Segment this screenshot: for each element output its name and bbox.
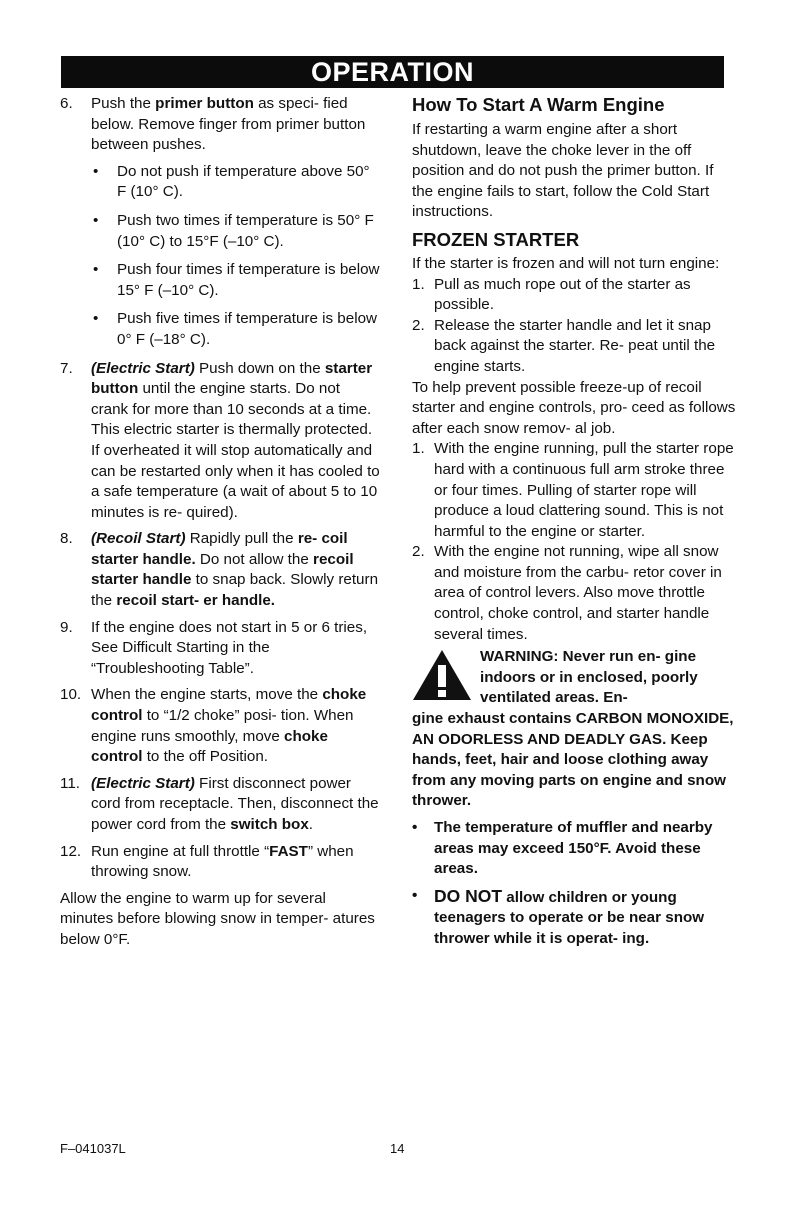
step-8 — [60, 529, 380, 611]
warmup-paragraph: Allow the engine to warm up for several minutes before blowing snow in temper- atures below 0°F. — [60, 889, 375, 948]
step-number: 7. — [60, 359, 73, 377]
right-column — [412, 94, 737, 950]
step-number: 1. — [412, 440, 425, 458]
primer-button-term: primer button — [155, 95, 254, 112]
step-text: to “1/2 choke” posi- tion. When engine runs smoothly, move — [91, 707, 354, 745]
list-item — [412, 316, 737, 378]
step-number: 12. — [60, 842, 82, 860]
step-number: 11. — [60, 774, 80, 792]
electric-start-label: (Electric Start) — [91, 359, 195, 377]
warm-engine-text: If restarting a warm engine after a short shutdown, leave the choke lever in the off position and do not push the primer button. If the engine fails to start, follow the Cold Start instructions. — [412, 121, 714, 221]
step-number: 2. — [412, 543, 425, 561]
step-number: 2. — [412, 316, 425, 334]
document-code: F–041037L — [60, 1141, 126, 1156]
list-item — [412, 542, 737, 645]
step-text: to snap back. Slowly return the — [91, 571, 379, 610]
starter-button-term: starter button — [91, 359, 373, 398]
step-text: . — [308, 816, 313, 833]
step-text: as speci- fied below. Remove finger from primer button between pushes. — [91, 95, 366, 154]
warning-header — [412, 647, 737, 709]
recoil-handle-term: recoil starter handle — [91, 550, 354, 589]
prevent-intro: To help prevent possible freeze-up of recoil starter and engine controls, pro- ceed as follows after each snow remov- al job. — [412, 378, 736, 437]
step-10 — [60, 685, 380, 767]
step-text: With the engine running, pull the starter rope hard with a continuous full arm stroke three or four times. Pulling of starter rope will produce a loud clattering sound. This is not harmful to the engine or starter. — [434, 440, 734, 540]
step-9 — [60, 618, 380, 680]
bullet-item: • Push two times if temperature is 50° F (10° C) to 15°F (–10° C). — [91, 211, 380, 252]
recoil-handle-term: recoil start- er handle. — [116, 592, 276, 610]
section-banner: OPERATION — [61, 56, 724, 88]
warm-engine-heading: How To Start A Warm Engine — [412, 94, 665, 115]
step-text: until the engine starts. Do not crank for more than 10 seconds at a time. This electric starter is thermally protected. If overheated it will stop automatically and can be restarted only when it has cooled to a safe temperature (a wait of about 5 to 10 minutes is re- quired). — [91, 380, 380, 521]
page-number: 14 — [390, 1141, 405, 1156]
step-number: 9. — [60, 618, 73, 636]
list-item — [412, 439, 737, 542]
step-text: Release the starter handle and let it snap back against the starter. Re- peat until the engine starts. — [434, 316, 716, 375]
list-item — [412, 275, 737, 316]
step-number: 6. — [60, 95, 73, 112]
warning-triangle-icon — [412, 649, 472, 701]
step-12 — [60, 842, 380, 883]
step-6 — [60, 94, 380, 351]
warning-bullet — [412, 886, 737, 950]
warning-body: gine exhaust contains CARBON MONOXIDE, AN ODORLESS AND DEADLY GAS. Keep hands, feet, hair and loose clothing away from any moving parts on engine and snow thrower. — [412, 710, 734, 810]
recoil-start-label: (Recoil Start) — [91, 530, 186, 548]
do-not-emphasis: DO NOT — [434, 885, 503, 906]
warning-bullet: • The temperature of muffler and nearby areas may exceed 150°F. Avoid these areas. — [412, 818, 737, 880]
step-text: ” when throwing snow. — [91, 842, 354, 881]
step-text: If the engine does not start in 5 or 6 tries, See Difficult Starting in the “Troubleshooting Table”. — [91, 618, 368, 677]
switch-box-term: switch box — [230, 816, 309, 833]
step-text: Push the — [91, 95, 156, 112]
frozen-intro: If the starter is frozen and will not turn engine: — [412, 254, 720, 272]
step-7 — [60, 359, 380, 524]
warning-bullet-text: allow children or young teenagers to operate or be near snow thrower while it is operat- ing. — [434, 888, 705, 947]
step-11 — [60, 774, 380, 836]
step-number: 8. — [60, 530, 73, 548]
step-number: 1. — [412, 275, 425, 293]
left-column — [60, 94, 380, 957]
bullet-item: • Push five times if temperature is below 0° F (–18° C). — [91, 309, 380, 350]
step-text: Push down on the — [194, 359, 325, 377]
warning-heading: WARNING: Never run en- gine indoors or in enclosed, poorly ventilated areas. En- — [480, 648, 698, 707]
choke-control-term: choke control — [91, 686, 367, 725]
step-text: to the off Position. — [142, 748, 268, 766]
step-text: With the engine not running, wipe all snow and moisture from the carbu- retor cover in area of control levers. Also move throttle control, choke control, and starter handle several times. — [434, 543, 722, 643]
frozen-starter-heading: FROZEN STARTER — [412, 228, 580, 250]
step-text: Rapidly pull the — [185, 530, 298, 548]
bullet-item: • Do not push if temperature above 50° F (10° C). — [91, 162, 380, 203]
choke-control-term: choke control — [91, 727, 328, 766]
step-text: Pull as much rope out of the starter as possible. — [434, 275, 691, 314]
bullet-item: • Push four times if temperature is below 15° F (–10° C). — [91, 260, 380, 301]
step-text: Run engine at full throttle “ — [91, 842, 270, 860]
fast-term: FAST — [269, 842, 308, 860]
step-text: First disconnect power cord from receptacle. Then, disconnect the power cord from the — [91, 774, 379, 833]
electric-start-label: (Electric Start) — [91, 774, 195, 792]
step-text: When the engine starts, move the — [91, 686, 323, 704]
step-text: Do not allow the — [195, 550, 314, 568]
recoil-handle-term: re- coil starter handle. — [91, 530, 348, 568]
step-number: 10. — [60, 686, 82, 704]
warning-block — [412, 647, 737, 949]
